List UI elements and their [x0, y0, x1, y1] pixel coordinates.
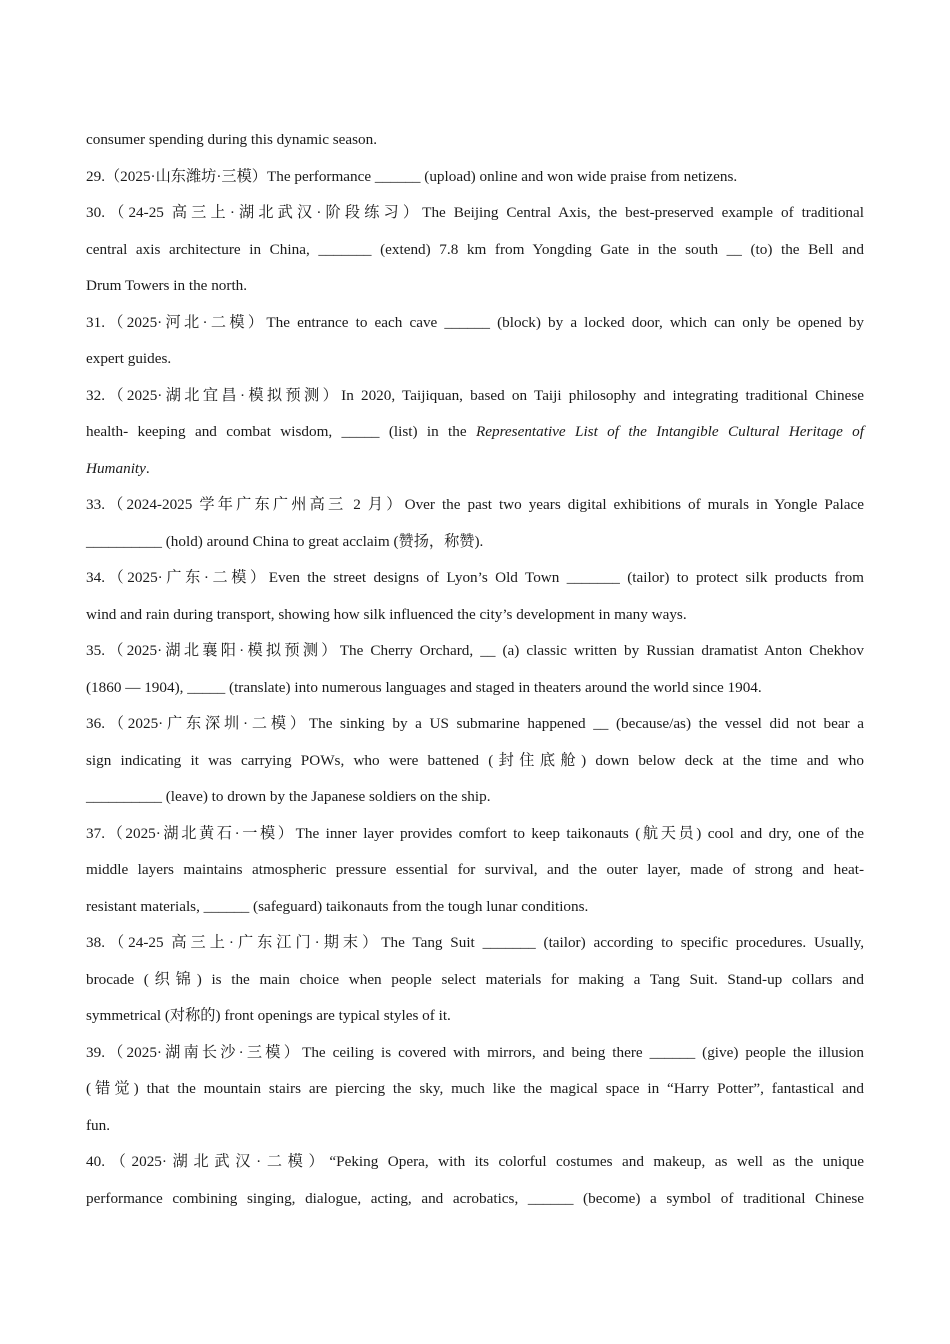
- line-text: 29.（2025·山东潍坊·三模）The performance ______ (upload) online and won wide praise from netizens.: [86, 167, 738, 185]
- italic-title: Humanity: [86, 459, 146, 477]
- text-line: [86, 925, 864, 962]
- italic-title: Representative List of the Intangible Cultural Heritage of: [475, 423, 864, 440]
- line-text: 31.（2025·河北·二模）The entrance to each cave ______ (block) by a locked door, which can only be opened by: [86, 313, 864, 331]
- text-line: [86, 852, 864, 889]
- line-text: (错觉) that the mountain stairs are piercing the sky, much like the magical space in “Harry Potter”, fantastical and: [86, 1080, 864, 1097]
- text-line: [86, 305, 864, 342]
- text-line: [86, 159, 864, 196]
- document-page: [86, 122, 864, 1217]
- text-line: [86, 524, 864, 561]
- text-line: [86, 597, 864, 634]
- line-text: (1860 — 1904), _____ (translate) into numerous languages and staged in theaters around the world since 1904.: [86, 678, 762, 696]
- line-text: Drum Towers in the north.: [86, 277, 248, 294]
- text-line: [86, 451, 864, 488]
- line-text: symmetrical (对称的) front openings are typical styles of it.: [86, 1007, 451, 1024]
- line-text: performance combining singing, dialogue, acting, and acrobatics, ______ (become) a symbol of traditional Chinese: [86, 1189, 864, 1207]
- line-text: 33.（2024-2025 学年广东广州高三 2 月）Over the past two years digital exhibitions of murals in Yongle Palace: [86, 496, 864, 513]
- line-text: 36.（2025·广东深圳·二模）The sinking by a US submarine happened __ (because/as) the vessel did not bear a: [86, 715, 864, 732]
- line-text: wind and rain during transport, showing how silk influenced the city’s development in many ways.: [86, 605, 687, 623]
- text-line: [86, 633, 864, 670]
- text-line: [86, 743, 864, 780]
- line-text: __________ (hold) around China to great acclaim (赞扬，称赞).: [86, 532, 484, 550]
- line-text: resistant materials, ______ (safeguard) taikonauts from the tough lunar conditions.: [86, 897, 589, 915]
- line-text: 30.（24-25 高三上·湖北武汉·阶段练习）The Beijing Central Axis, the best-preserved example of traditional: [86, 204, 864, 221]
- line-text: central axis architecture in China, _______ (extend) 7.8 km from Yongding Gate in the south __ (to) the Bell and: [86, 240, 864, 258]
- line-text: health- keeping and combat wisdom, _____ (list) in the: [86, 423, 476, 440]
- text-line: [86, 378, 864, 415]
- line-text: 34.（2025·广东·二模）Even the street designs of Lyon’s Old Town _______ (tailor) to protect silk products from: [86, 569, 864, 586]
- line-text: 40.（2025·湖北武汉·二模）“Peking Opera, with its colorful costumes and makeup, as well as the unique: [86, 1153, 864, 1170]
- line-text: sign indicating it was carrying POWs, who were battened (封住底舱) down below deck at the time and who: [86, 751, 864, 769]
- text-line: [86, 1181, 864, 1218]
- line-text: 37.（2025·湖北黄石·一模）The inner layer provides comfort to keep taikonauts (航天员) cool and dry, one of the: [86, 824, 864, 842]
- text-line: [86, 670, 864, 707]
- text-line: [86, 1071, 864, 1108]
- text-line: [86, 1144, 864, 1181]
- text-line: [86, 487, 864, 524]
- line-text: middle layers maintains atmospheric pressure essential for survival, and the outer layer, made of strong and heat-: [86, 861, 864, 878]
- text-line: [86, 268, 864, 305]
- text-line: [86, 998, 864, 1035]
- text-line: [86, 341, 864, 378]
- text-line: [86, 1108, 864, 1145]
- text-line: [86, 889, 864, 926]
- text-line: [86, 560, 864, 597]
- line-text: brocade (织锦) is the main choice when people select materials for making a Tang Suit. Stand-up collars and: [86, 970, 864, 988]
- text-line: [86, 706, 864, 743]
- text-line: [86, 122, 864, 159]
- line-text: 39.（2025·湖南长沙·三模）The ceiling is covered with mirrors, and being there ______ (give) people the illusion: [86, 1043, 864, 1061]
- line-text: fun.: [86, 1116, 111, 1134]
- line-text: 38.（24-25 高三上·广东江门·期末）The Tang Suit _______ (tailor) according to specific procedures. Usually,: [86, 934, 864, 951]
- text-line: [86, 1035, 864, 1072]
- text-line: [86, 816, 864, 853]
- text-line: [86, 232, 864, 269]
- text-line: [86, 195, 864, 232]
- line-text: 35.（2025·湖北襄阳·模拟预测）The Cherry Orchard, __ (a) classic written by Russian dramatist Anton Chekhov: [86, 642, 864, 659]
- line-text-tail: .: [145, 459, 150, 477]
- line-text: expert guides.: [86, 350, 172, 367]
- line-text: consumer spending during this dynamic season.: [86, 131, 378, 148]
- line-text: 32.（2025·湖北宜昌·模拟预测）In 2020, Taijiquan, based on Taiji philosophy and integrating traditional Chinese: [86, 386, 864, 404]
- text-line: [86, 414, 864, 451]
- text-line: [86, 779, 864, 816]
- line-text: __________ (leave) to drown by the Japanese soldiers on the ship.: [86, 788, 491, 805]
- text-line: [86, 962, 864, 999]
